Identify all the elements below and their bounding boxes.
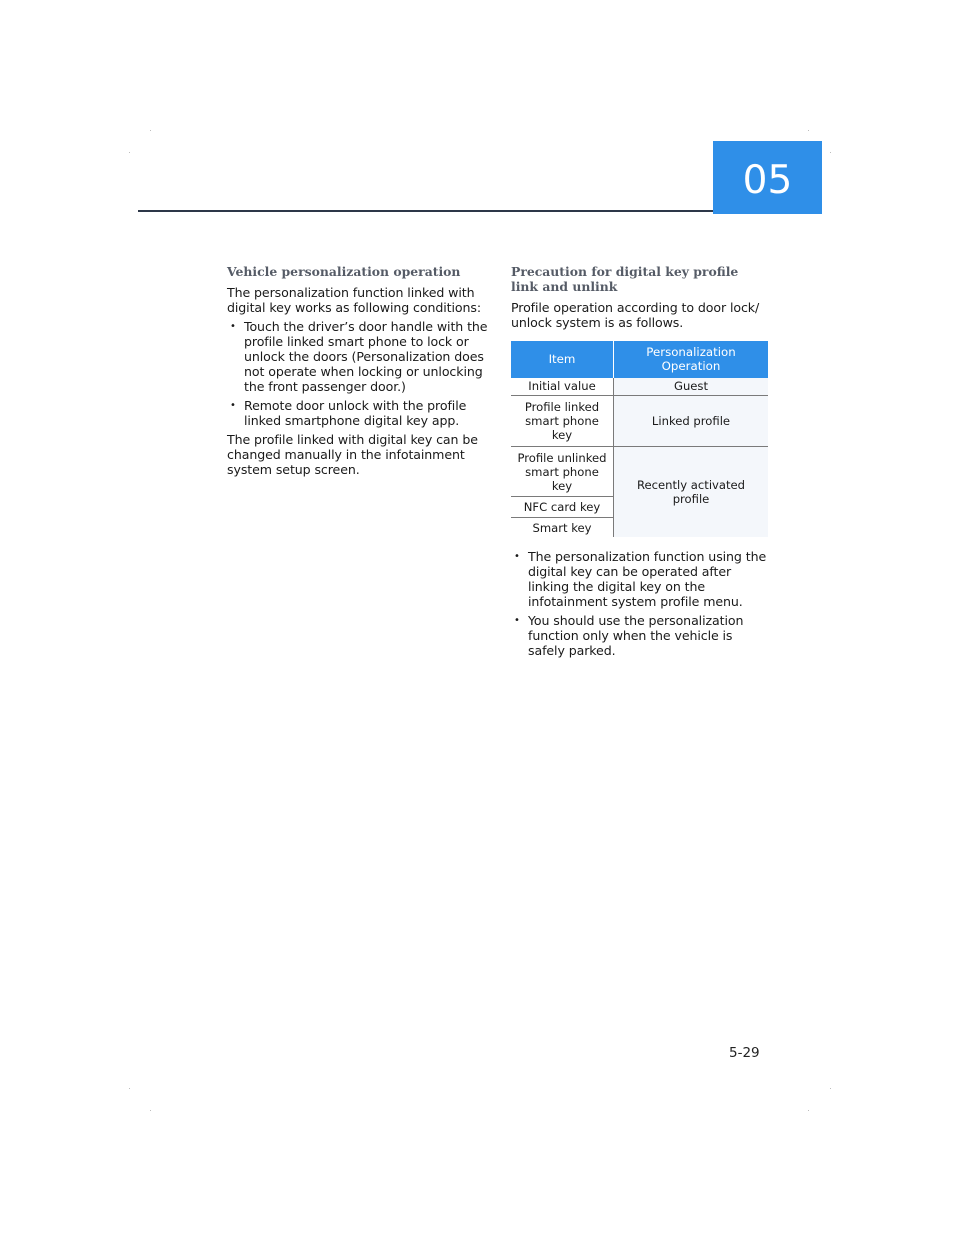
crop-mark — [150, 130, 151, 131]
crop-mark — [129, 1088, 130, 1089]
table-row — [511, 447, 768, 497]
table-row — [511, 378, 768, 396]
table-cell-operation: Recently activated profile — [614, 447, 769, 538]
table-cell-operation: Linked profile — [614, 396, 769, 447]
chapter-number: 05 — [742, 158, 793, 203]
header-rule — [138, 210, 714, 212]
intro-paragraph: The personalization function linked with digital key works as following conditions: — [227, 285, 481, 315]
section-heading: Precaution for digital key profile link and unlink — [511, 264, 739, 294]
table-cell-operation: Guest — [614, 378, 769, 396]
column-header-operation: Personalization Operation — [614, 341, 769, 378]
table-cell-item: NFC card key — [511, 497, 614, 518]
intro-paragraph: Profile operation according to door lock/ unlock system is as follows. — [511, 300, 760, 330]
precaution-list — [511, 549, 769, 658]
table-cell-item: Profile unlinked smart phone key — [511, 447, 614, 497]
table-cell-item: Profile linked smart phone key — [511, 396, 614, 447]
crop-mark — [129, 152, 130, 153]
profile-operation-table — [511, 341, 768, 537]
list-item: • Remote door unlock with the profile linked smartphone digital key app. — [227, 398, 489, 428]
left-column — [227, 264, 489, 481]
table-row — [511, 396, 768, 447]
crop-mark — [808, 130, 809, 131]
chapter-tab — [713, 141, 822, 214]
list-item: • Touch the driver’s door handle with the profile linked smart phone to lock or unlock the doors (Personalization does not operate when locking or unlocking the front passenger door.) — [227, 319, 489, 394]
list-item: • You should use the personalization function only when the vehicle is safely parked. — [511, 613, 769, 658]
table-cell-item: Initial value — [511, 378, 614, 396]
closing-paragraph: The profile linked with digital key can be changed manually in the infotainment system setup screen. — [227, 432, 478, 477]
section-heading: Vehicle personalization operation — [227, 264, 461, 279]
crop-mark — [808, 1110, 809, 1111]
list-item: • The personalization function using the digital key can be operated after linking the digital key on the infotainment system profile menu. — [511, 549, 769, 609]
crop-mark — [830, 152, 831, 153]
crop-mark — [830, 1088, 831, 1089]
crop-mark — [150, 1110, 151, 1111]
column-header-item: Item — [511, 341, 614, 378]
page-number: 5-29 — [729, 1045, 760, 1061]
table-cell-item: Smart key — [511, 518, 614, 538]
right-column — [511, 264, 769, 662]
condition-list — [227, 319, 489, 428]
table-header-row — [511, 341, 768, 378]
